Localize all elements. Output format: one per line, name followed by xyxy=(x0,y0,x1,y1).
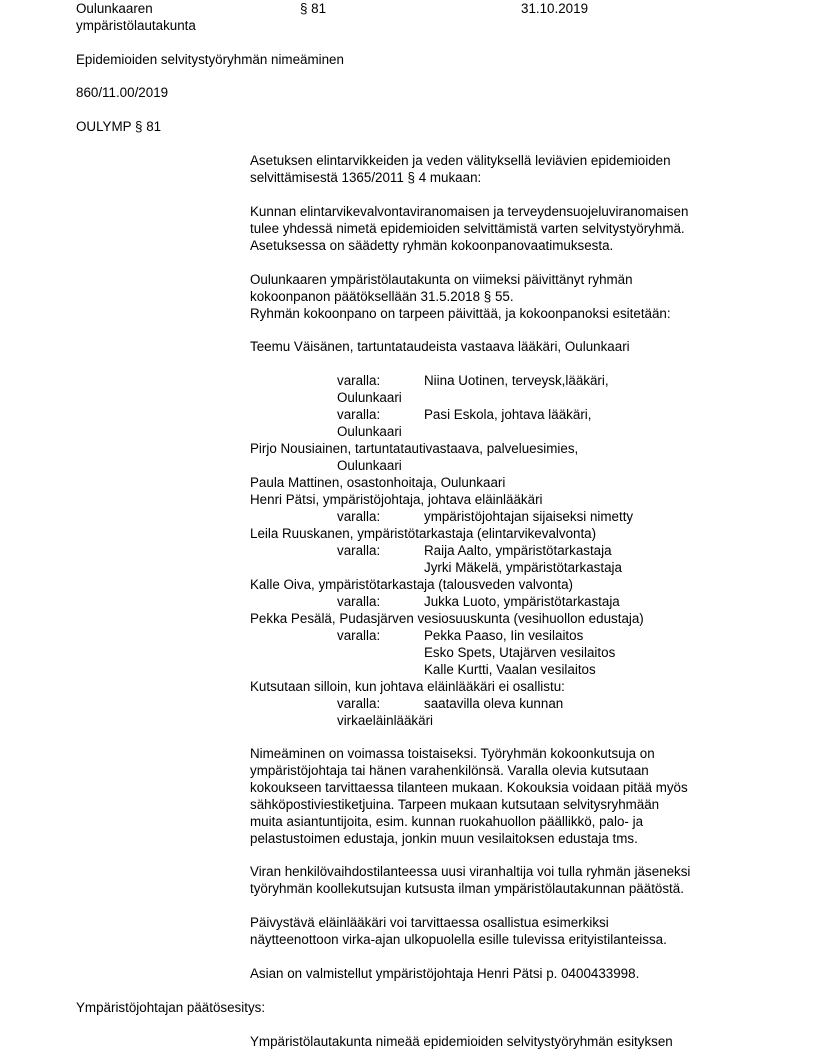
deputy-label: varalla: xyxy=(337,594,381,609)
organization-line-1: Oulunkaaren xyxy=(76,1,153,16)
member-entry: Pirjo Nousiainen, tartuntatautivastaava, palveluesimies, xyxy=(250,441,579,456)
member-entry: Henri Pätsi, ympäristöjohtaja, johtava eläinlääkäri xyxy=(250,492,543,507)
intro-paragraph-1: Asetuksen elintarvikkeiden ja veden välityksellä leviävien epidemioiden selvittämisestä 1365/2011 § 4 mukaan: xyxy=(250,153,671,185)
deputy-entry: Pasi Eskola, johtava lääkäri, xyxy=(424,407,592,422)
deputy-label: varalla: xyxy=(337,509,381,524)
deputy-entry: ympäristöjohtajan sijaiseksi nimetty xyxy=(424,509,634,524)
preparer-note: Asian on valmistellut ympäristöjohtaja Henri Pätsi p. 0400433998. xyxy=(250,966,640,981)
deputy-label: varalla: xyxy=(337,407,381,422)
member-entry: Paula Mattinen, osastonhoitaja, Oulunkaari xyxy=(250,475,506,490)
deputy-entry: Pekka Paaso, Iin vesilaitos xyxy=(424,628,584,643)
section-number: § 81 xyxy=(300,1,327,16)
member-entry: Leila Ruuskanen, ympäristötarkastaja (elintarvikevalvonta) xyxy=(250,526,597,541)
document-title: Epidemioiden selvitystyöryhmän nimeäminen xyxy=(76,52,344,67)
member-entry: Kutsutaan silloin, kun johtava eläinlääkäri ei osallistu: xyxy=(250,679,565,694)
proposal-text: Ympäristölautakunta nimeää epidemioiden selvitystyöryhmän esityksen xyxy=(250,1034,673,1049)
member-entry: Kalle Oiva, ympäristötarkastaja (talousveden valvonta) xyxy=(250,577,574,592)
deputy-entry-continued: virkaeläinlääkäri xyxy=(337,713,434,728)
deputy-label: varalla: xyxy=(337,628,381,643)
member-entry: Teemu Väisänen, tartuntataudeista vastaava lääkäri, Oulunkaari xyxy=(250,339,630,354)
intro-paragraph-3: Oulunkaaren ympäristölautakunta on viimeksi päivittänyt ryhmän kokoonpanon päätöksellään 31.5.2018 § 55. Ryhmän kokoonpano on tarpeen päivittää, ja kokoonpanoksi esitetään: xyxy=(250,272,671,321)
deputy-entry-continued: Oulunkaari xyxy=(337,424,402,439)
deputy-label: varalla: xyxy=(337,696,381,711)
closing-paragraph-3: Päivystävä eläinlääkäri voi tarvittaessa osallistua esimerkiksi näytteenottoon virka-ajan ulkopuolella esille tulevissa erityistilanteissa. xyxy=(250,915,667,947)
intro-paragraph-2: Kunnan elintarvikevalvontaviranomaisen ja terveydensuojeluviranomaisen tulee yhdessä nimetä epidemioiden selvittämistä varten selvitystyöryhmä. Asetuksessa on säädetty ryhmän kokoonpanovaatimuksesta. xyxy=(250,204,689,253)
deputy-entry: Niina Uotinen, terveysk,lääkäri, xyxy=(424,373,609,388)
organization-line-2: ympäristölautakunta xyxy=(76,18,196,33)
deputy-entry: Raija Aalto, ympäristötarkastaja xyxy=(424,543,612,558)
deputy-entry: Jukka Luoto, ympäristötarkastaja xyxy=(424,594,620,609)
deputy-entry: saatavilla oleva kunnan xyxy=(424,696,564,711)
reference-line: OULYMP § 81 xyxy=(76,119,162,134)
proposal-heading: Ympäristöjohtajan päätösesitys: xyxy=(76,1000,266,1015)
closing-paragraph-1: Nimeäminen on voimassa toistaiseksi. Työryhmän kokoonkutsuja on ympäristöjohtaja tai hänen varahenkilönsä. Varalla olevia kutsutaan kokoukseen tarvittaessa tilanteen mukaan. Kokouksia voidaan pitää myös sähköpostiviestiketjuina. Tarpeen mukaan kutsutaan selvitysryhmään muita asiantuntijoita, esim. kunnan ruokahuollon päällikkö, palo- ja pelastustoimen edustaja, jonkin muun vesilaitoksen edustaja tms. xyxy=(250,746,688,846)
deputy-entry: Kalle Kurtti, Vaalan vesilaitos xyxy=(424,662,596,677)
deputy-entry: Jyrki Mäkelä, ympäristötarkastaja xyxy=(424,560,622,575)
deputy-entry: Esko Spets, Utajärven vesilaitos xyxy=(424,645,616,660)
deputy-label: varalla: xyxy=(337,543,381,558)
deputy-entry-continued: Oulunkaari xyxy=(337,390,402,405)
organization-name xyxy=(76,0,196,34)
member-entry: Pekka Pesälä, Pudasjärven vesiosuuskunta (vesihuollon edustaja) xyxy=(250,611,644,626)
closing-paragraph-2: Viran henkilövaihdostilanteessa uusi viranhaltija voi tulla ryhmän jäseneksi työryhmän koollekutsujan kutsusta ilman ympäristölautakunnan päätöstä. xyxy=(250,864,691,896)
case-number: 860/11.00/2019 xyxy=(76,85,169,100)
member-entry-continued: Oulunkaari xyxy=(337,458,402,473)
deputy-label: varalla: xyxy=(337,373,381,388)
meeting-date: 31.10.2019 xyxy=(521,1,589,16)
